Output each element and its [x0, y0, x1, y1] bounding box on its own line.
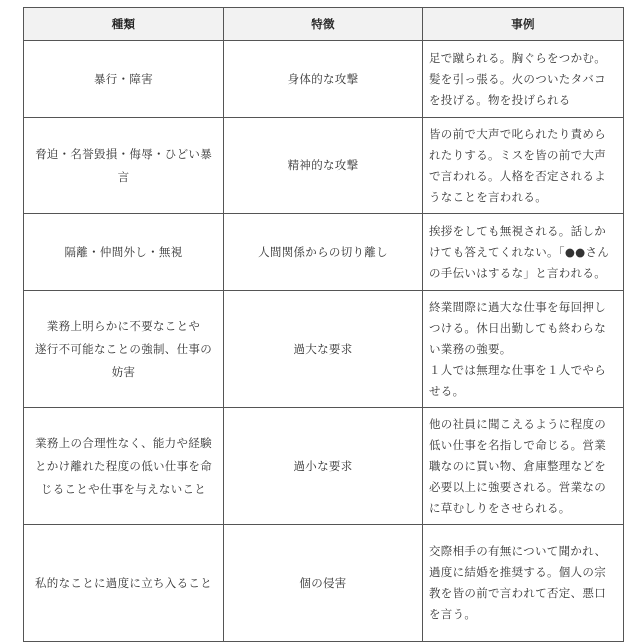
cell-example-line: を投げる。物を投げられる [429, 92, 571, 107]
cell-type-line: 隔離・仲間外し・無視 [64, 244, 183, 259]
cell-type-line: 業務上の合理性なく、能力や経験 [35, 435, 212, 450]
cell-example-line: 他の社員に聞こえるように程度の [429, 416, 606, 431]
cell-example-line: 必要以上に強要される。営業なの [429, 479, 606, 494]
cell-type-line: 妨害 [111, 364, 136, 379]
cell-type [24, 118, 224, 214]
cell-feature: 人間関係からの切り離し [224, 214, 423, 291]
cell-type-line: 脅迫・名誉毀損・侮辱・ひどい暴 [35, 146, 212, 161]
cell-feature: 過小な要求 [224, 408, 423, 525]
cell-type [24, 525, 224, 642]
cell-example [423, 214, 624, 291]
cell-example-line: うなことを言われる。 [429, 189, 547, 204]
cell-type-line: 暴行・障害 [94, 71, 153, 86]
cell-example-line: 足で蹴られる。胸ぐらをつかむ。 [429, 50, 606, 65]
cell-feature: 個の侵害 [224, 525, 423, 642]
header-feature: 特徴 [224, 8, 423, 41]
cell-type-line: 業務上明らかに不要なことや [46, 318, 201, 333]
cell-example-line: い業務の強要。 [429, 341, 512, 356]
cell-type [24, 214, 224, 291]
cell-example-line: 職なのに買い物、倉庫整理などを [429, 458, 606, 473]
cell-type-line: 私的なことに過度に立ち入ること [35, 575, 212, 590]
cell-type-line: 言 [117, 169, 130, 184]
table-row [24, 291, 624, 408]
cell-example-line: 教を皆の前で言われて否定、悪口 [429, 586, 606, 600]
cell-example [423, 291, 624, 408]
cell-type-line: 遂行不可能なことの強制、仕事の [35, 341, 212, 356]
cell-example-line: 交際相手の有無について聞かれ、 [429, 544, 607, 558]
cell-example-line: で言われる。人格を否定されるよ [429, 168, 606, 183]
cell-example-line: つける。休日出勤しても終わらな [429, 320, 606, 335]
cell-example [423, 525, 624, 642]
table-header-row [24, 8, 624, 41]
cell-example-line: れたりする。ミスを皆の前で大声 [429, 147, 606, 162]
cell-feature: 身体的な攻撃 [224, 41, 423, 118]
cell-example-line: １人では無理な仕事を１人でやら [429, 362, 606, 377]
cell-example [423, 408, 624, 525]
cell-type-line: とかけ離れた程度の低い仕事を命 [35, 458, 212, 473]
cell-type [24, 408, 224, 525]
cell-type [24, 291, 224, 408]
cell-example-line: 低い仕事を名指しで命じる。営業 [429, 437, 606, 452]
cell-example-line: せる。 [429, 383, 465, 398]
cell-example-line: けても答えてくれない。「●●さん [429, 244, 610, 259]
harassment-types-table [23, 7, 624, 642]
table-row [24, 525, 624, 642]
cell-type [24, 41, 224, 118]
cell-example-line: 終業間際に過大な仕事を毎回押し [429, 299, 606, 314]
cell-type-line: じることや仕事を与えないこと [40, 481, 207, 496]
table-row [24, 118, 624, 214]
cell-example-line: の手伝いはするな」と言われる。 [429, 265, 606, 280]
cell-example-line: 髪を引っ張る。火のついたタバコ [429, 71, 606, 86]
cell-example [423, 118, 624, 214]
cell-example-line: 過度に結婚を推奨する。個人の宗 [429, 565, 606, 579]
header-type: 種類 [24, 8, 224, 41]
cell-example-line: 挨拶をしても無視される。話しか [429, 223, 606, 238]
cell-example [423, 41, 624, 118]
table-row [24, 408, 624, 525]
cell-feature: 精神的な攻撃 [224, 118, 423, 214]
cell-example-line: 皆の前で大声で叱られたり責めら [429, 126, 606, 141]
header-example: 事例 [423, 8, 624, 41]
cell-example-line: に草むしりをさせられる。 [429, 500, 571, 515]
table-row [24, 214, 624, 291]
table-row [24, 41, 624, 118]
cell-feature: 過大な要求 [224, 291, 423, 408]
cell-example-line: を言う。 [429, 607, 477, 621]
